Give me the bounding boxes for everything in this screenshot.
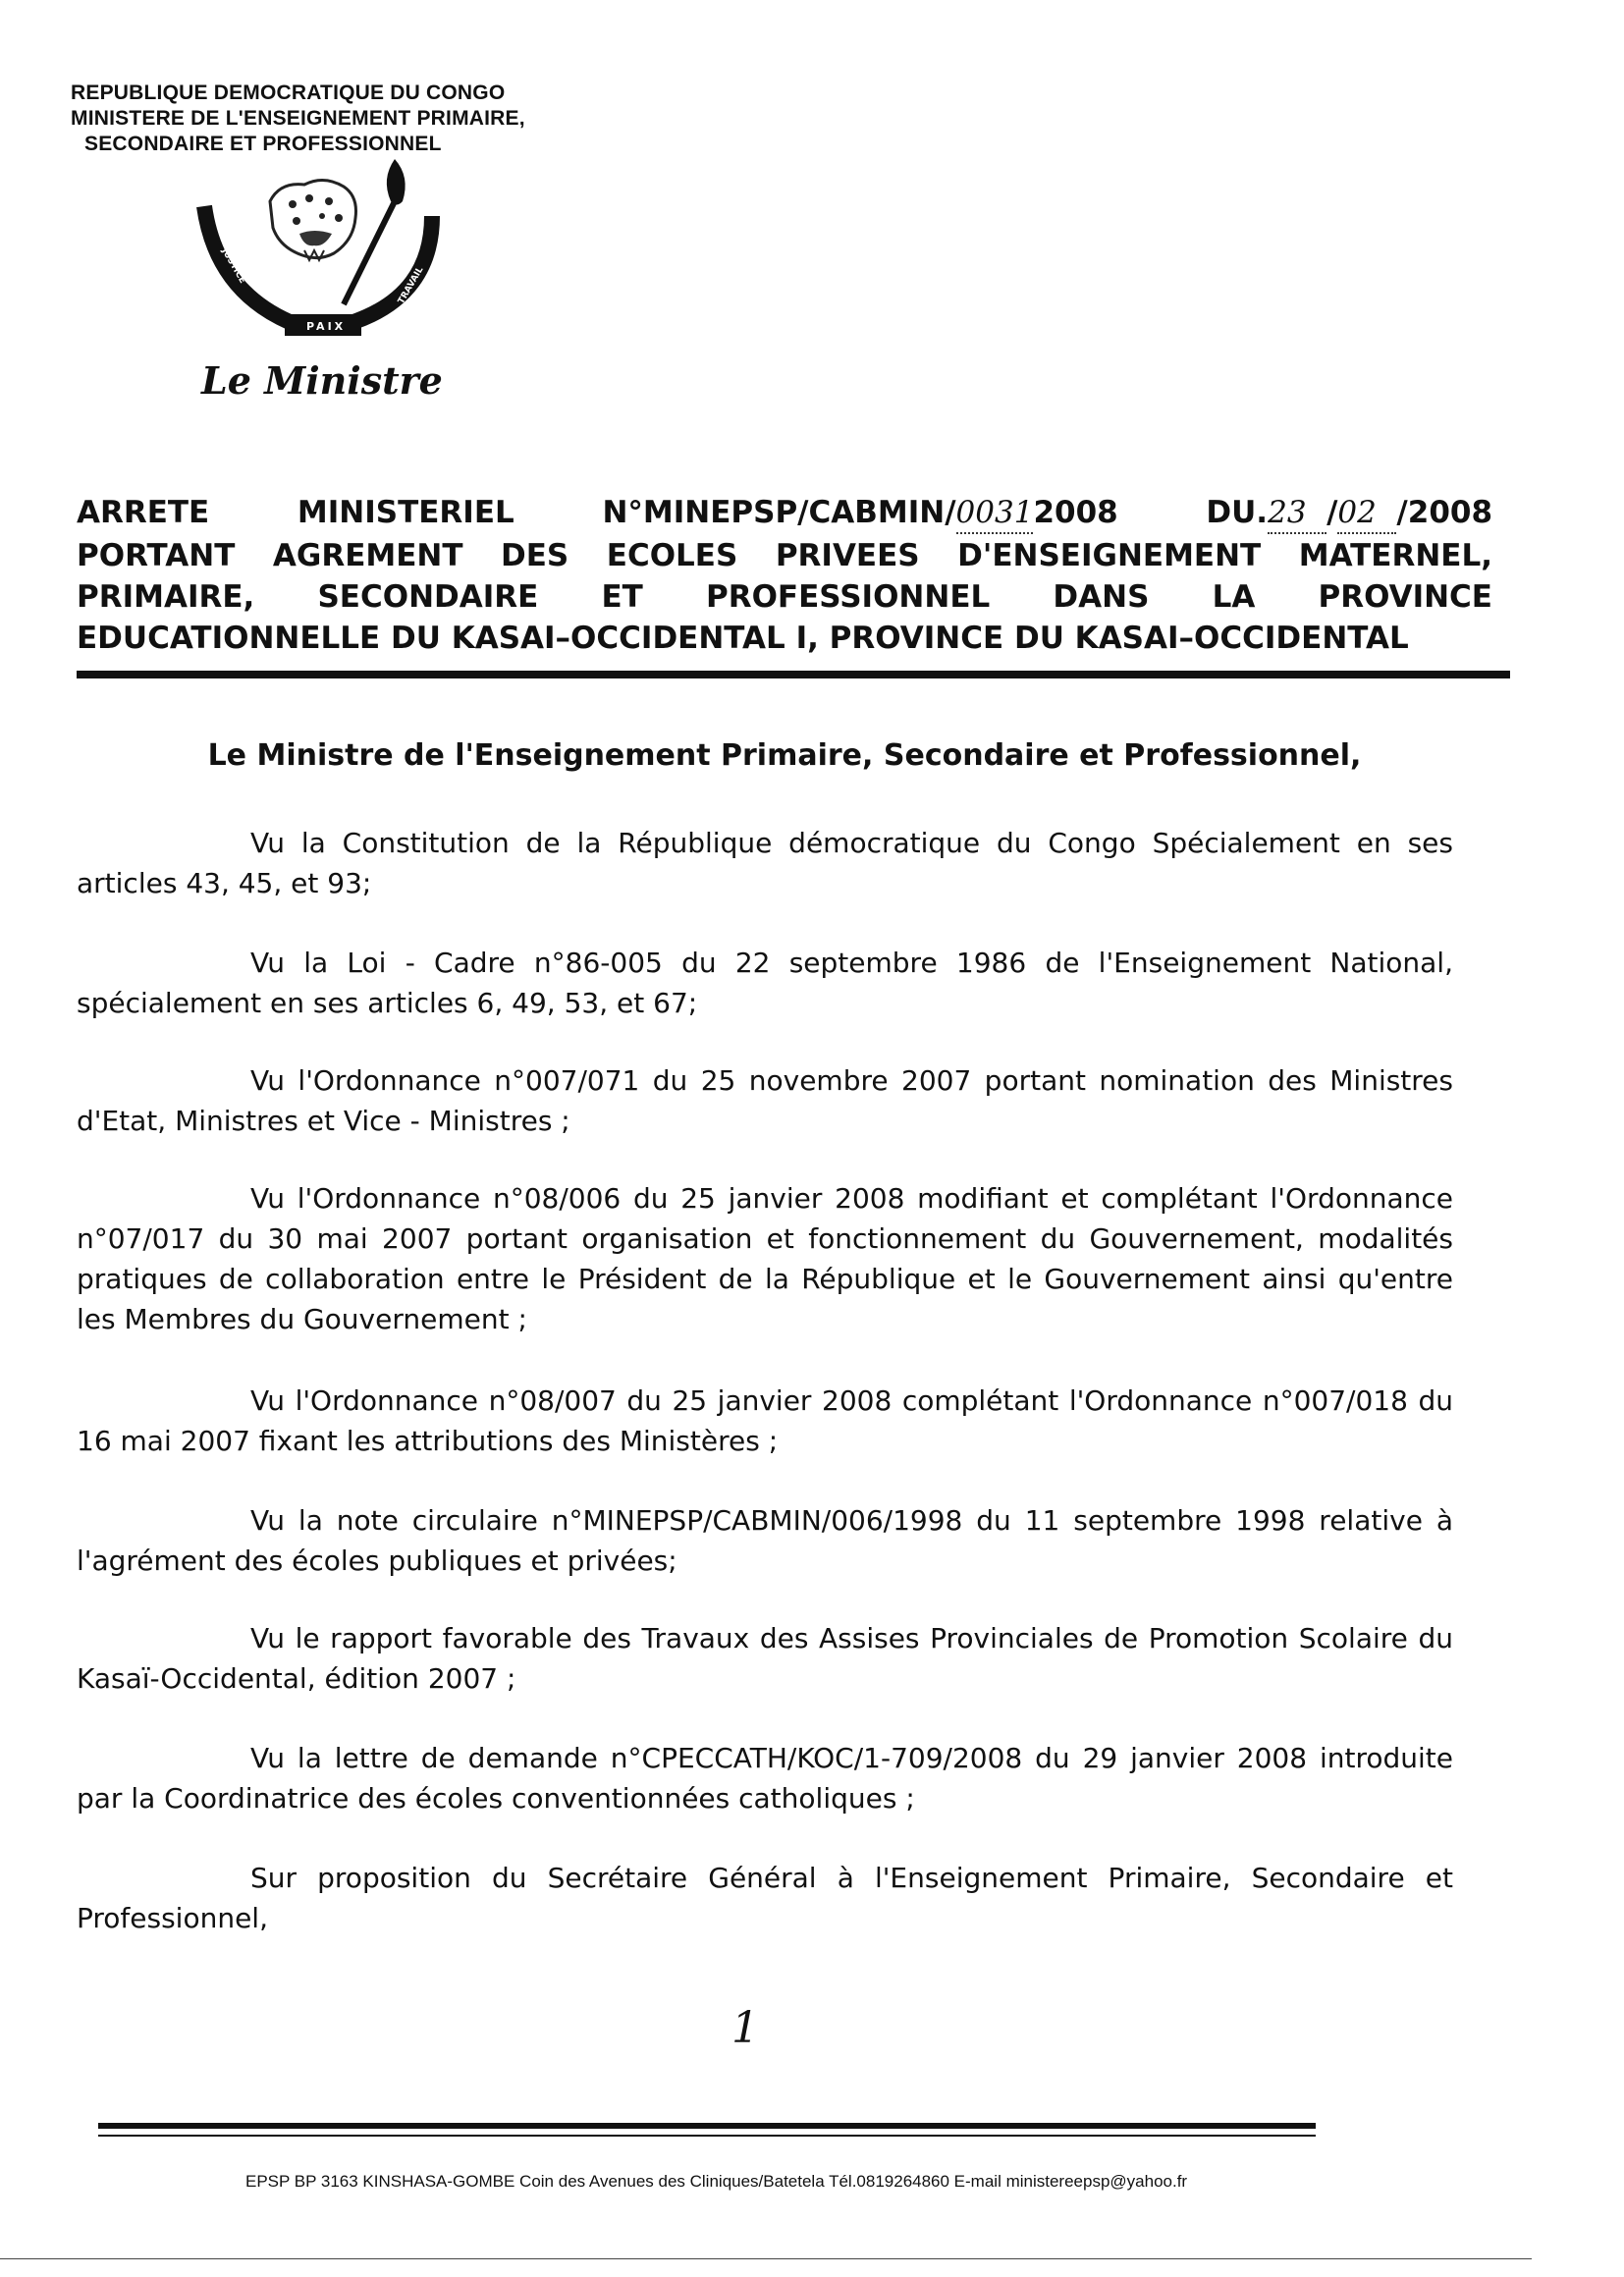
emblem-word-travail: TRAVAIL xyxy=(396,265,426,306)
header-ministry-cont: SECONDAIRE ET PROFESSIONNEL xyxy=(84,133,442,155)
title-ref-number: 0031 xyxy=(956,493,1034,534)
title-date-month: 02 xyxy=(1337,493,1396,534)
footer-address: EPSP BP 3163 KINSHASA-GOMBE Coin des Avenues des Cliniques/Batetela Tél.0819264860 E-mail ministereepsp@yahoo.fr xyxy=(245,2172,1188,2191)
title-ref-year: 2008 xyxy=(1033,495,1118,530)
footer-rule-thick xyxy=(98,2123,1316,2129)
footer-rule-thin xyxy=(98,2135,1316,2137)
decree-title-line3: PRIMAIRE, SECONDAIRE ET PROFESSIONNEL DANS LA PROVINCE xyxy=(77,579,1492,615)
title-date-prefix: DU. xyxy=(1206,495,1269,530)
scan-edge-line xyxy=(0,2258,1532,2259)
title-divider xyxy=(77,671,1510,678)
title-date-sep: / xyxy=(1326,495,1338,530)
title-date-year: /2008 xyxy=(1396,495,1493,530)
consideration-2: Vu la Loi - Cadre n°86-005 du 22 septembre 1986 de l'Enseignement National, spécialement en ses articles 6, 49, 53, et 67; xyxy=(77,947,1453,1019)
decree-title-line2: PORTANT AGREMENT DES ECOLES PRIVEES D'ENSEIGNEMENT MATERNEL, xyxy=(77,538,1492,573)
coat-of-arms-emblem xyxy=(187,157,452,344)
signature-title: Le Ministre xyxy=(201,358,443,403)
consideration-5: Vu l'Ordonnance n°08/007 du 25 janvier 2008 complétant l'Ordonnance n°007/018 du 16 mai 2007 fixant les attributions des Ministères ; xyxy=(77,1384,1453,1457)
minister-intro: Le Ministre de l'Enseignement Primaire, Secondaire et Professionnel, xyxy=(207,738,1362,773)
consideration-9: Sur proposition du Secrétaire Général à l'Enseignement Primaire, Secondaire et Professionnel, xyxy=(77,1862,1453,1934)
header-ministry: MINISTERE DE L'ENSEIGNEMENT PRIMAIRE, xyxy=(71,107,525,130)
title-date-day: 23 xyxy=(1268,493,1326,534)
title-arrete: ARRETE xyxy=(77,495,210,530)
consideration-4: Vu l'Ordonnance n°08/006 du 25 janvier 2008 modifiant et complétant l'Ordonnance n°07/017 du 30 mai 2007 portant organisation et fonctionnement du Gouvernement, modalités pratiques de collaboration entre le Président de la République et le Gouvernement ainsi qu'entre les Membres du Gouvernement ; xyxy=(77,1182,1453,1335)
decree-title-line4: EDUCATIONNELLE DU KASAI–OCCIDENTAL I, PROVINCE DU KASAI–OCCIDENTAL xyxy=(77,621,1409,656)
consideration-6: Vu la note circulaire n°MINEPSP/CABMIN/006/1998 du 11 septembre 1998 relative à l'agrément des écoles publiques et privées; xyxy=(77,1504,1453,1577)
header-republic: REPUBLIQUE DEMOCRATIQUE DU CONGO xyxy=(71,81,506,104)
leopard-head-icon xyxy=(270,180,356,260)
page-mark: 1 xyxy=(731,2003,759,2053)
decree-title-line1 xyxy=(77,493,1492,534)
title-ministeriel: MINISTERIEL xyxy=(297,495,514,530)
consideration-7: Vu le rapport favorable des Travaux des Assises Provinciales de Promotion Scolaire du Kasaï-Occidental, édition 2007 ; xyxy=(77,1622,1453,1695)
consideration-8: Vu la lettre de demande n°CPECCATH/KOC/1-709/2008 du 29 janvier 2008 introduite par la Coordinatrice des écoles conventionnées catholiques ; xyxy=(77,1742,1453,1815)
consideration-1: Vu la Constitution de la République démocratique du Congo Spécialement en ses articles 43, 45, et 93; xyxy=(77,827,1453,899)
consideration-3: Vu l'Ordonnance n°007/071 du 25 novembre 2007 portant nomination des Ministres d'Etat, Ministres et Vice - Ministres ; xyxy=(77,1064,1453,1137)
emblem-word-paix: PAIX xyxy=(306,320,347,333)
emblem-word-justice: JUSTICE xyxy=(219,246,247,286)
title-ref-prefix: N°MINEPSP/CABMIN/ xyxy=(602,495,956,530)
